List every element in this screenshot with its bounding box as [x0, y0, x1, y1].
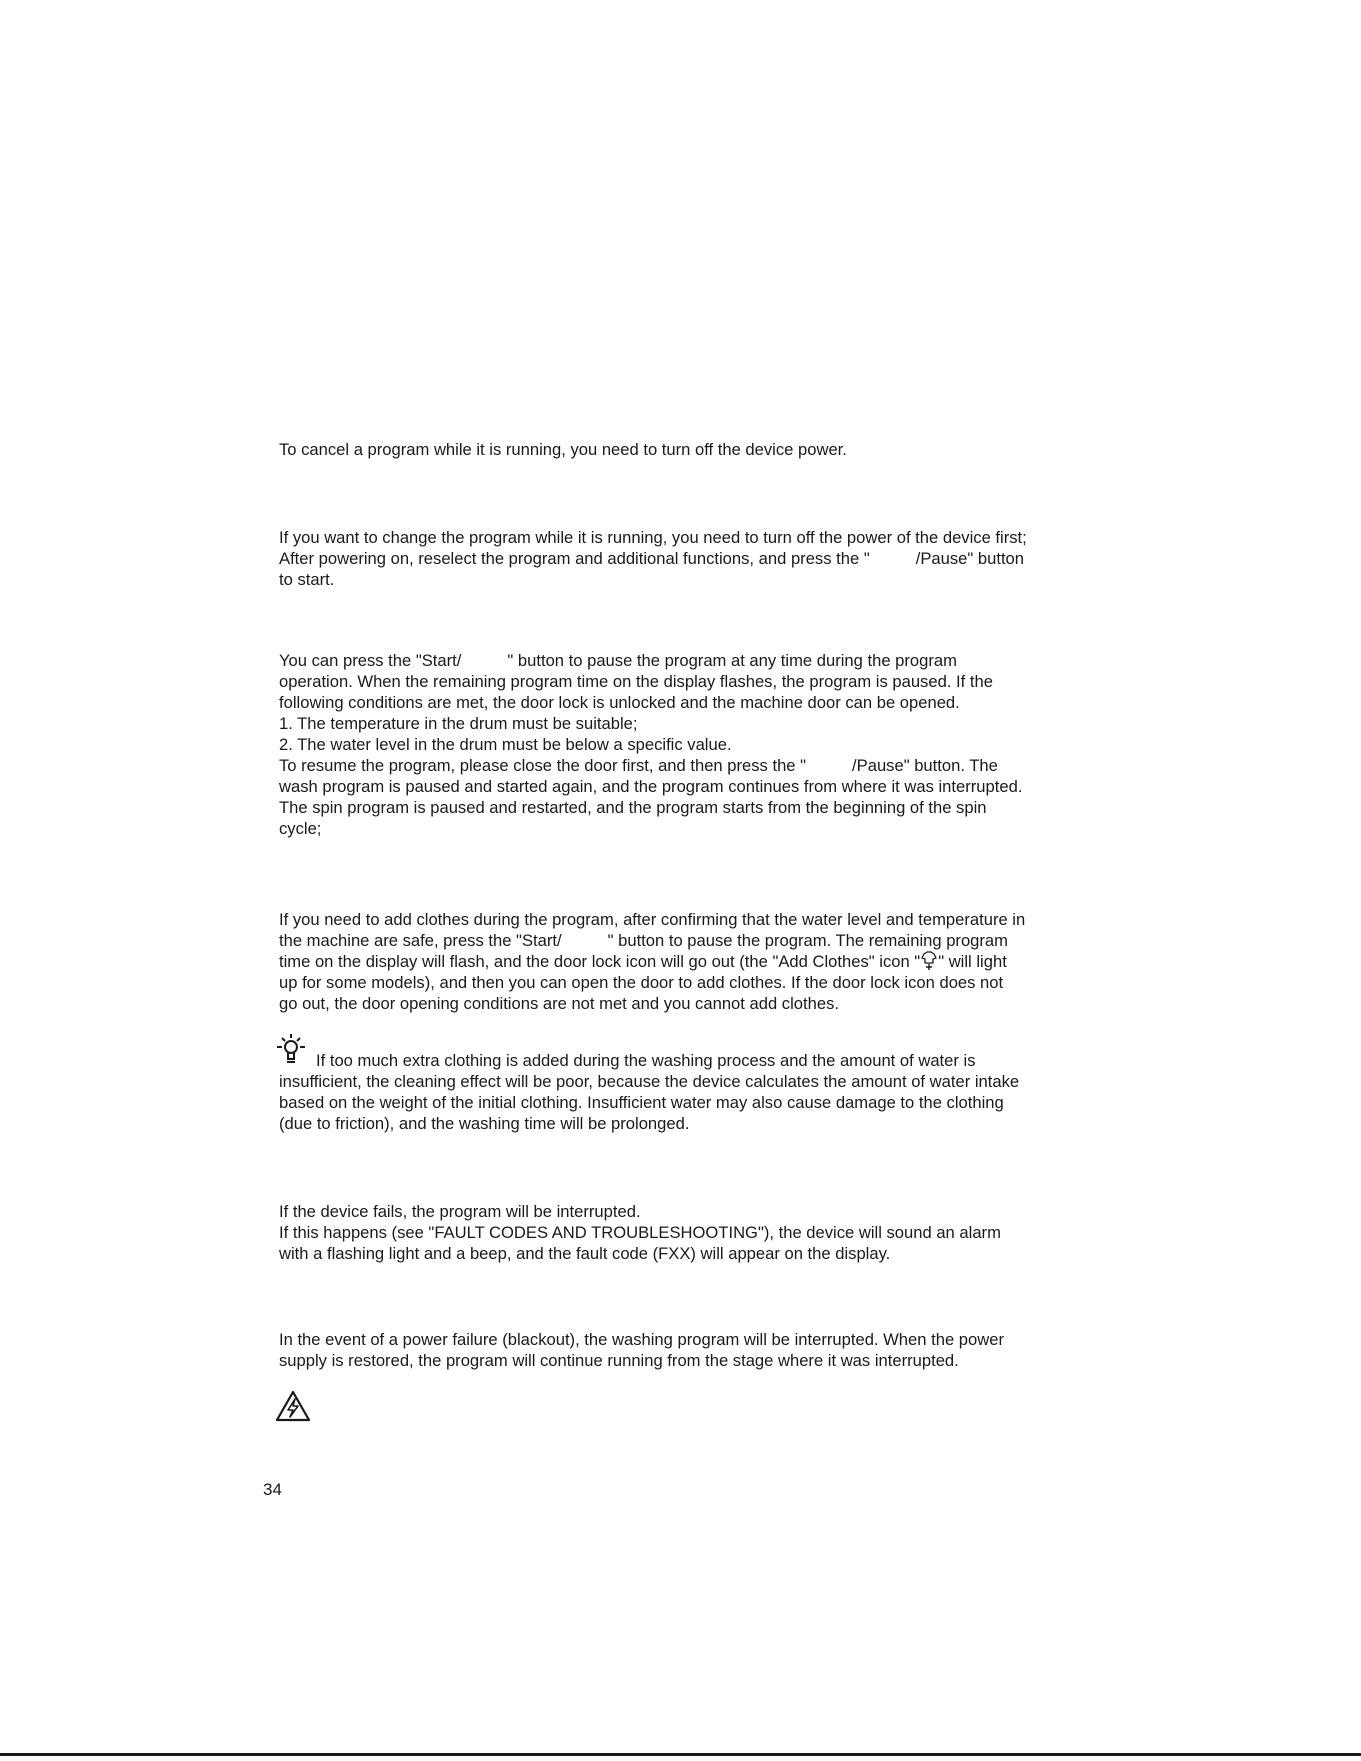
fault-line-1: If the device fails, the program will be interrupted.: [279, 1202, 641, 1221]
tip-line-1: If too much extra clothing is added during the washing process and the amount of water is: [316, 1051, 976, 1070]
change-text-line-3: to start.: [279, 570, 335, 589]
change-text-line-1: If you want to change the program while it is running, you need to turn off the power of the device first;: [279, 528, 1027, 547]
electric-hazard-warning-icon: [275, 1390, 311, 1422]
fault-line-3: with a flashing light and a beep, and the fault code (FXX) will appear on the display.: [279, 1244, 891, 1263]
pause-text-line-1: You can press the "Start/ " button to pause the program at any time during the program: [279, 651, 957, 670]
bottom-crop-marks: [1261, 1750, 1355, 1752]
power-failure-line-1: In the event of a power failure (blackout), the washing program will be interrupted. When the power: [279, 1330, 1004, 1349]
power-failure-line-2: supply is restored, the program will continue running from the stage where it was interrupted.: [279, 1351, 959, 1370]
add-clothes-icon: [920, 951, 938, 971]
page-number: 34: [263, 1480, 282, 1499]
pause-text-line-9: cycle;: [279, 819, 322, 838]
tip-line-2: insufficient, the cleaning effect will be poor, because the device calculates the amount of water intake: [279, 1072, 1020, 1091]
fault-line-2: If this happens (see "FAULT CODES AND TROUBLESHOOTING"), the device will sound an alarm: [279, 1223, 1001, 1242]
cancel-text: To cancel a program while it is running, you need to turn off the device power.: [279, 440, 847, 459]
lightbulb-icon: [276, 1032, 306, 1066]
add-clothes-line-4: up for some models), and then you can open the door to add clothes. If the door lock icon does not: [279, 973, 1004, 992]
pause-condition-1: 1. The temperature in the drum must be suitable;: [279, 714, 638, 733]
add-clothes-line-3: time on the display will flash, and the door lock icon will go out (the "Add Clothes" icon " " will light: [279, 952, 1007, 971]
add-clothes-line-1: If you need to add clothes during the program, after confirming that the water level and temperature in: [279, 910, 1026, 929]
pause-text-line-7: wash program is paused and started again, and the program continues from where it was interrupted.: [279, 777, 1023, 796]
pause-condition-2: 2. The water level in the drum must be below a specific value.: [279, 735, 732, 754]
page-bottom-rule: [0, 1753, 1361, 1756]
pause-text-line-2: operation. When the remaining program time on the display flashes, the program is paused. If the: [279, 672, 993, 691]
pause-text-line-8: The spin program is paused and restarted, and the program starts from the beginning of the spin: [279, 798, 987, 817]
tip-line-3: based on the weight of the initial clothing. Insufficient water may also cause damage to the clothing: [279, 1093, 1004, 1112]
add-clothes-line-5: go out, the door opening conditions are not met and you cannot add clothes.: [279, 994, 839, 1013]
tip-line-4: (due to friction), and the washing time will be prolonged.: [279, 1114, 690, 1133]
change-text-line-2: After powering on, reselect the program and additional functions, and press the " /Pause" button: [279, 549, 1025, 568]
pause-text-line-6: To resume the program, please close the door first, and then press the " /Pause" button. The: [279, 756, 998, 775]
pause-text-line-3: following conditions are met, the door lock is unlocked and the machine door can be opened.: [279, 693, 960, 712]
add-clothes-line-2: the machine are safe, press the "Start/ " button to pause the program. The remaining program: [279, 931, 1008, 950]
